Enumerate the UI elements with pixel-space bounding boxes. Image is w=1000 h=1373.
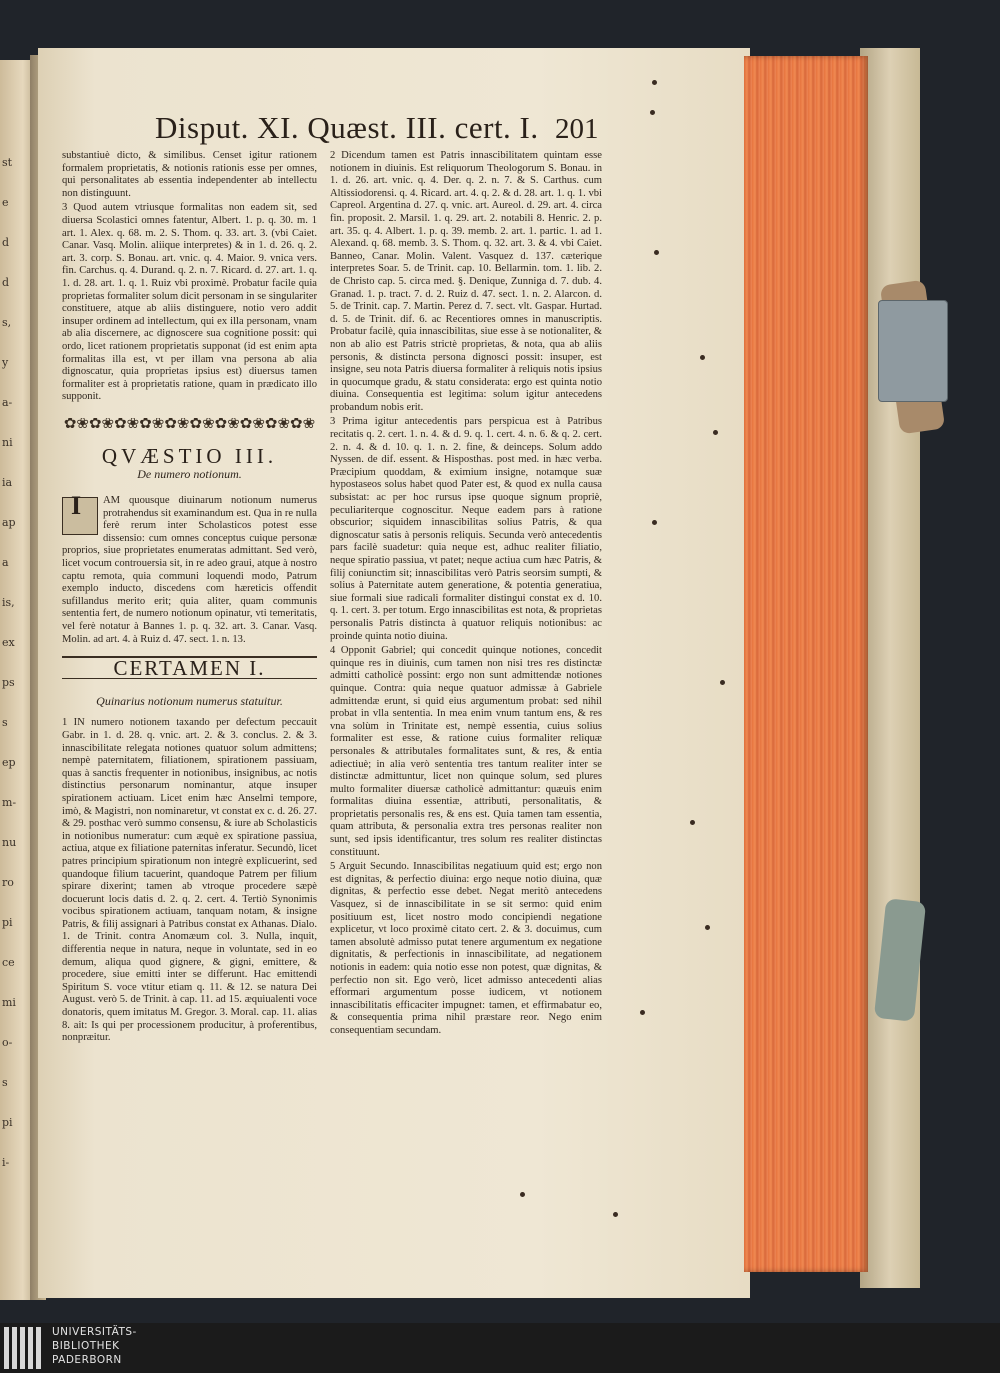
red-page-edges [744,56,868,1272]
left-page-fragment: s [2,1076,8,1089]
wormhole [690,820,695,825]
wormhole [520,1192,525,1197]
paragraph: 4 Opponit Gabriel; qui concedit quinque notiones, concedit quinque res in diuinis, cum tamen non nisi tres res distinctæ admitti catholicè possint: ergo non sunt admittendæ notiones quinque. Contra: quia neque quatuor admissæ à Gabriele admittendæ erunt, si quid eius argumentum probat: sed nihil probat in vlla sententia. In mea enim vnum tantum ens, & res vna solùm in Trinitate est, nempè essentia, cuius solius formaliter est esse, & ratione cuius formaliter reliquæ personales & attributales formalitates sunt, & res, & entia adiectiuè; in alia verò sententia tres tantum realiter inter se distinctæ admittuntur, licet non quinque solum, sed plures multo formaliter diuersæ catholicè admittantur: quæuis enim formalitas diuina essentiæ, attributi, personalitatis, & proprietatis personalis res, & ens est. Quia tamen tam essentia, quam attributa, & personalia extra tres personas realiter non sunt, sed ipsis identificantur, tres solum res realiter distinctas constituunt. [330,645,602,858]
initial-letter: I [71,491,82,521]
question-heading: QVÆSTIO III. [101,443,278,468]
paragraph: AM quousque diuinarum notionum numerus protrahendus sit examinandum est. Qua in re nulla ferè rerum inter Scholasticos potest esse dissensio: cum omnes conceptus cuique personæ proprios, siue proprietates enumeratas admittant. Sed verò, licet vocum controuersia sit, in re adeo graui, atque à nostro captu remota, quia communi loquendi modo, Patrum exemplo inducto, discedens com hæreticis offendit sufillandus merito erit; quia aliter, quam communis sententia fert, de numero notionum opinatur, vti temeritatis, vel ferè notatur à Bannes 1. p. q. 32. art. 3. Canar. Vasq. Molin. ad art. 4. à Ruiz d. 47. sect. 1. n. 13. [62,495,317,645]
left-page-fragment: is, [2,596,15,609]
wormhole [652,520,657,525]
left-page-fragment: d [2,276,10,289]
wormhole [700,355,705,360]
left-page-fragment: ce [2,956,15,969]
left-page-fragment: o- [2,1036,13,1049]
paragraph: 3 Prima igitur antecedentis pars perspicua est à Patribus recitatis q. 2. cert. 1. n. 4. & d. 9. q. 1. cert. 4. n. 6. & q. 2. cert. 2. n. 4. & d. 10. q. 1. n. 2. fine, & deinceps. Solum addo Nyssen. de dif. essent. & Hisposthas. post med. in hæc verba. Præcipium quoddam, & eximium insigne, notamque suæ hypostaseos solus habet quod Pater est, & quod ex nulla causa subsistat: ac per hoc rursus ipse quoque signum propriè, peculiariterque cognoscitur. Neque eadem pars à ratione obscurior; siquidem innascibilitas solius Patris, & qua dignoscatur satis à personis reliquis. Secunda verò antecedentis pars facilè suadetur: quia neque est, adhuc realiter filiatio, neque spiratio passiua, vt patet; neque actiua cum hæc Patris, & filij coniunctim sit; innascibilitas verò Patris seorsim sumpti, & solius à Paternitate autem generatione, & potentia generatiua, siue formali siue radicali formaliter distingui constat ex d. 10. q. 1. cert. 3. per totum. Ergo innascibilitas est nota, & proprietas personalis Patris distincta à quatuor reliquis notionibus: ac proinde quinta notio diuina. [330,416,602,642]
book-cover-edge [860,48,920,1288]
wormhole [713,430,718,435]
left-page-fragment: ro [2,876,14,889]
certamen-subtitle: Quinarius notionum numerus statuitur. [96,693,283,708]
left-page-fragment: pi [2,1116,13,1129]
paragraph: 3 Quod autem vtriusque formalitas non eadem sit, sed diuersa Scolastici omnes fatentur, Albert. 1. p. q. 30. m. 1 art. 1. Alex. q. 68. m. 2. S. Thom. q. 33. art. 3. (vbi Caiet. Canar. Vasq. Molin. aliique interpretes) & in 1. d. 26. q. 2. art. 3. corp. S. Bonau. art. vnic. q. 4. Maior. 9. vnica vers. fin. Carchus. q. 4. Durand. q. 2. n. 7. Ricard. d. 27. art. 1. q. 1. d. 28. art. 1. q. 1. Ruiz vbi proximè. Probatur facile quia proprietas formaliter solum dicit personam in se singulariter constituere, atque ab aliis distinguere, notio vero addit insuper ordinem ad intellectum, qui ex illa personam, vnam ab alia discernere, ac dignoscere sua cognitione possit: qui ordo, licet rationem proprietatis supponat (id est enim apta formalitas illa est, vt per illam vna persona ab alia dignoscatur, quia proprietas ipsius est) diuersus tamen formaliter est à proprietatis ratione, quam in prædicato illo supponit. [62,202,317,403]
logo-line: BIBLIOTHEK [52,1340,120,1352]
right-column [330,150,602,1040]
wormhole [652,80,657,85]
wormhole [720,680,725,685]
paragraph: 5 Arguit Secundo. Innascibilitas negatiuum quid est; ergo non est dignitas, & perfectio diuina: ergo neque notio diuina, quæ dignitas, & perfectio esse debet. Negat meritò antecedens Vasquez, si de innascibilitate in se sit sermo: quid enim positiuum est, licet nostro modo concipiendi negatione explicetur, vt loco proximè citato cert. 2. & 3. docuimus, cum tamen absolutè admisso putat tenere argumentum ex negatione dignitatis, & perfectionis in innascibilitate, ad negationem notionis in eadem: quia notio esse non potest, quæ dignitas, & perfectio non sit. Ego verò, licet admisso antecedenti alias efformari argumentum posse iudicem, vt notionem innascibilitatis efficaciter impugnet: tamen, et effirmabatur eo, & consequentia prima nihil præstare reor. Nego enim consequentiam secundam. [330,861,602,1036]
paragraph: substantiuè dicto, & similibus. Censet igitur rationem formalem proprietatis, & notionis rationis esse per omnes, qui personalitates ab essentia independenter ab intellectu non distinguunt. [62,150,317,199]
left-page-fragment: a- [2,396,13,409]
left-page-fragment: s [2,716,8,729]
wormhole [705,925,710,930]
left-page-fragment: ex [2,636,15,649]
left-page-fragment: pi [2,916,13,929]
page-header [0,110,1000,150]
left-page-fragment: nu [2,836,17,849]
left-page-fragment: e [2,196,9,209]
left-page-fragment: d [2,236,10,249]
wormhole [613,1212,618,1217]
left-page-fragment: ia [2,476,13,489]
left-page-fragment: s, [2,316,12,329]
left-page-fragment: mi [2,996,16,1009]
certamen-heading: CERTAMEN I. [113,656,266,681]
decorated-initial [62,491,98,535]
left-page-fragment: y [2,356,9,369]
wormhole [640,1010,645,1015]
clasp-metal-top [878,300,948,402]
left-column [62,150,317,1047]
paragraph: 2 Dicendum tamen est Patris innascibilitatem quintam esse notionem in diuinis. Est reliquorum Theologorum S. Bonau. in 1. d. 26. art. vnic. q. 4. Der. q. 2. n. 7. & S. Carthus. cum Altissiodorensi. q. 4. Ricard. art. 4. q. 2. & d. 28. art. 1. q. 1. vbi Capreol. Argentina d. 27. q. vnic. art. Aureol. d. 29. art. 4. circa fin. proposit. 2. Marsil. 1. q. 29. art. 2. notabili 8. Henric. 2. p. art. 35. q. 4. Albert. 1. p. q. 39. memb. 2. art. 1. partic. 1. ad 1. Alexand. q. 68. memb. 3. S. Thom. q. 32. art. 3. & 4. vbi Caiet. Banneo, Canar. Molin. Valent. Vasquez d. 137. cæterique interpretes Soar. 5. de Trinit. cap. 10. Bellarmin. tom. 1. lib. 2. de Christo cap. 5. circa med. §. Denique, Zunniga d. 7. dub. 4. Granad. 1. p. tract. 7. d. 2. Ruiz d. 47. sect. 1. n. 2. Alarcon. d. 5. de Trinit. cap. 7. Martin. Perez d. 7. sect. vlt. Gaspar. Hurtad. d. 5. de Trinit. dif. 6. ac Recentiores omnes in manuscriptis. Probatur facilè, quia innascibilitas, siue esse à se notionaliter, & non ab alio est Patris strictè proprietas, & nota, qua ab aliis personis, & distincta persona dignosci possit: insuper, est insigne, seu nota Patris diuersa formaliter à reliquis notis ipsius in quocumque gradu, & statu considerata: ergo est quinta notio diuina. Consequentia est legitima: solum igitur antecedens probandum nobis erit. [330,150,602,413]
left-page-fragment: m- [2,796,17,809]
running-title: Disput. XI. Quæst. III. cert. I. [155,110,539,145]
page-number: 201 [555,113,599,145]
left-page-fragment: a [2,556,9,569]
left-page-fragment: ps [2,676,15,689]
logo-line: PADERBORN [52,1354,122,1366]
left-page-fragment: ep [2,756,16,769]
left-page-fragment: ni [2,436,13,449]
logo-line: UNIVERSITÄTS- [52,1326,137,1338]
left-page-fragment: ap [2,516,16,529]
left-page-fragment: st [2,156,13,169]
library-logo-icon [4,1327,44,1369]
library-footer [0,1323,1000,1373]
left-page-fragment: i- [2,1156,10,1169]
ornament-band: ✿❀✿❀✿❀✿❀✿❀✿❀✿❀✿❀✿❀✿❀ [63,417,316,432]
question-subtitle: De numero notionum. [137,467,242,482]
wormhole [654,250,659,255]
library-logo-text [52,1325,137,1367]
paragraph: 1 IN numero notionem taxando per defectum peccauit Gabr. in 1. d. 28. q. vnic. art. 2. & 3. conclus. 2. & 3. innascibilitate relegata notiones quatuor solum admittens; nempè paternitatem, filiationem, spirationem passiuam, quas à sanctis frequenter in notionibus, insignibus, ac notis distinctius personarum nominantur, atque insuper spirationem actiuam. Licet enim hæc Anselmi tempore, imò, & Magistri, non nominaretur, vt constat ex c. d. 26. 27. & 29. posthac verò summo consensu, & iure ab Scholasticis in notionibus numeratur: cum æquè ex spiratione passiua, actiua, atque ex filiatione paternitas inferatur. Secundò, licet patres principium spirationum non integrè explicuerint, sed quandoque filium tacuerint, quandoque Patrem per filium spirare dixerint; tamen ab vtroque procedere sæpè docuerunt locis datis d. 2. q. 2. cert. 4. Tertiò Synonimis vocibus spirationem actiuam, tanquam notam, & insigne Patris, & filij assignari à Patribus constat ex Athanas. Dialo. 1. de Trinit. contra Anomæum col. 3. Nulla, inquit, differentia neque in natura, neque in voluntate, sed in eo demum, aliqua quod gignere, & gigni, emittere, & procedere, siue emitti inter se differunt. Hac emittendi Spiritum S. voce vtitur etiam q. 11. & 12. se natura Dei August. verò 5. de Trinit. à cap. 11. ad 15. æquiualenti voce donatoris, quem imitatus M. Gregor. 3. Moral. cap. 11. alias 8. ait: Is qui per processionem producitur, à proferentibus, nonpræitur. [62,717,317,1044]
